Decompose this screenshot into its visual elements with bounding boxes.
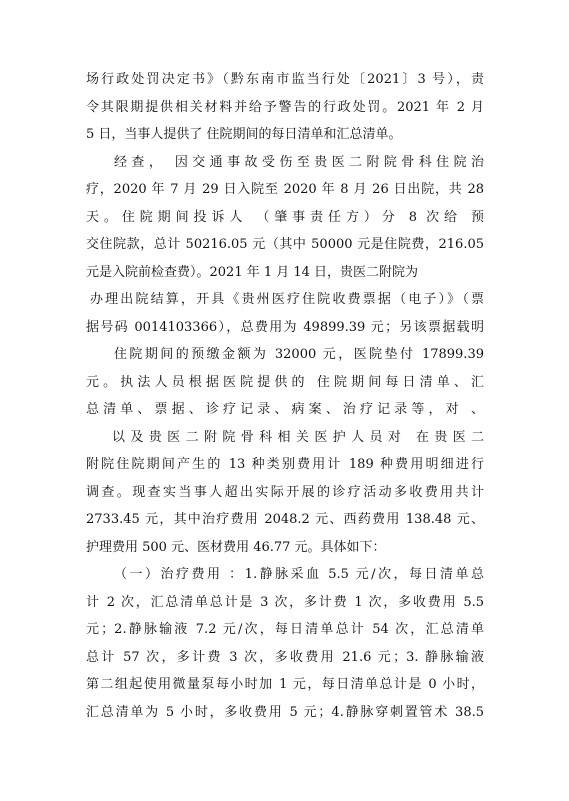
text-line: 以及贵医二附院骨科相关医护人员对 在贵医二 [112,429,484,445]
text-line: 护理费用 500 元、医材费用 46.77 元。具体如下： [86,539,386,555]
text-line: 天。住院期间投诉人 （肇事责任方）分 8 次给 预 [86,209,484,225]
text-line: 交住院款，总计 50216.05 元（其中 50000 元是住院费，216.05 [86,237,484,252]
text-line: （一）治疗费用 ：1.静脉采血 5.5 元/次，每日清单总 [114,567,484,582]
text-line: 5 日，当事人提供了 住院期间的每日清单和汇总清单。 [86,127,402,142]
text-line: 场行政处罚决定书》（黔东南市监当行处〔2021〕3 号），责 [86,72,484,87]
text-line: 附院住院期间产生的 13 种类别费用计 189 种费用明细进行 [86,457,484,472]
text-line: 元是入院前检查费）。2021 年 1 月 14 日，贵医二附院为 [86,264,419,280]
text-line: 经查， 因交通事故受伤至贵医二附院骨科住院治 [114,154,484,170]
text-line: 汇总清单为 5 小时，多收费用 5 元；4.静脉穿刺置管术 38.5 [86,704,484,720]
document-body [86,66,484,726]
text-line: 元。执法人员根据医院提供的 住院期间每日清单、汇 [86,374,484,390]
text-line: 总计 57 次，多计费 3 次，多收费用 21.6 元；3. 静脉输液 [86,649,484,665]
text-line: 总清单、票据、诊疗记录、病案、治疗记录等，对 、 [86,402,484,417]
text-line: 据号码 0014103366），总费用为 49899.39 元；另该票据载明 [86,319,484,335]
text-line: 办理出院结算，开具《贵州医疗住院收费票据（电子）》（票 [90,292,484,307]
text-line: 调查。现查实当事人超出实际开展的诊疗活动多收费用共计 [86,484,484,500]
text-line: 计 2 次，汇总清单总计是 3 次，多计费 1 次，多收费用 5.5 [86,594,484,610]
text-line: 元；2.静脉输液 7.2 元/次，每日清单总计 54 次，汇总清单 [86,622,484,637]
text-line: 第二组起使用微量泵每小时加 1 元，每日清单总计是 0 小时， [86,677,484,692]
text-line: 令其限期提供相关材料并给予警告的行政处罚。2021 年 2 月 [86,99,484,115]
text-line: 疗，2020 年 7 月 29 日入院至 2020 年 8 月 26 日出院，共 28 [86,182,484,197]
text-line: 住院期间的预缴金额为 32000 元，医院垫付 17899.39 [114,347,484,362]
text-line: 2733.45 元，其中治疗费用 2048.2 元、西药费用 138.48 元、 [86,512,484,527]
